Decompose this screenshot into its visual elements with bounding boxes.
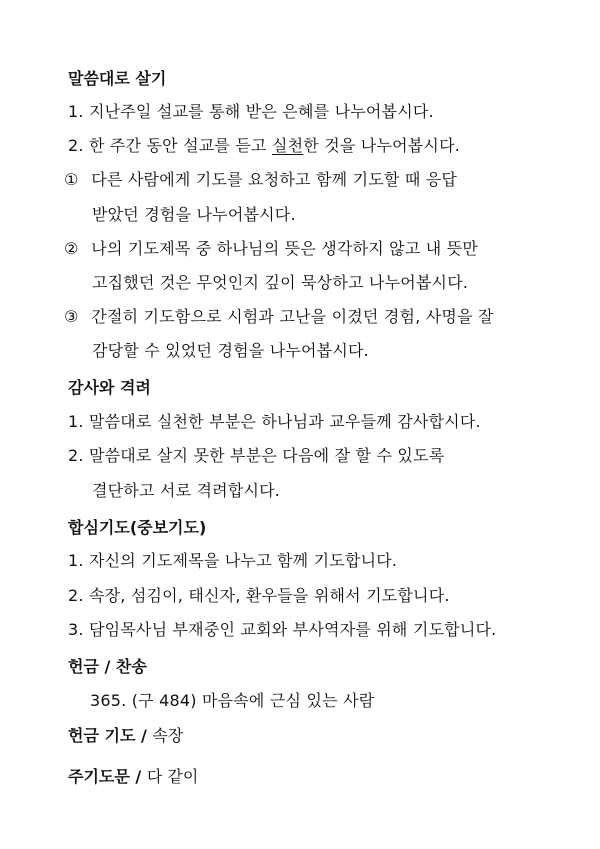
thanks-item-2-line-2: 결단하고 서로 격려합시다.	[92, 481, 281, 500]
living-word-item-2-post: 한 것을 나누어봅시다.	[303, 136, 461, 155]
prayer-item-1: 1. 자신의 기도제목을 나누고 함께 기도합니다.	[68, 551, 398, 570]
prayer-item-2: 2. 속장, 섬김이, 태신자, 환우들을 위해서 기도합니다.	[68, 586, 450, 605]
living-word-item-2-pre: 2. 한 주간 동안 설교를 듣고	[68, 136, 272, 155]
lords-prayer-title: 주기도문 /	[68, 767, 142, 786]
offering-prayer-title: 헌금 기도 /	[68, 726, 147, 745]
section-title-offering: 헌금 / 찬송	[68, 657, 147, 676]
section-title-prayer: 합심기도(중보기도)	[68, 518, 207, 537]
lords-prayer-value: 다 같이	[146, 767, 199, 786]
living-word-sub-1-line-1	[64, 167, 457, 190]
lords-prayer-line	[68, 764, 198, 787]
circled-two-marker: ②	[64, 239, 79, 258]
living-word-item-1: 1. 지난주일 설교를 통해 받은 은혜를 나누어봅시다.	[68, 102, 434, 121]
offering-prayer-value: 속장	[152, 726, 184, 745]
section-title-thanks: 감사와 격려	[68, 378, 151, 397]
living-word-item-2	[68, 133, 460, 156]
living-word-sub-3-text-1: 간절히 기도함으로 시험과 고난을 이겼던 경험, 사명을 잘	[91, 307, 494, 326]
living-word-sub-1-text-1: 다른 사람에게 기도를 요청하고 함께 기도할 때 응답	[91, 170, 458, 189]
circled-one-marker: ①	[64, 170, 79, 189]
living-word-sub-3-line-1	[64, 304, 494, 327]
thanks-item-1: 1. 말씀대로 실천한 부분은 하나님과 교우들께 감사합시다.	[68, 412, 481, 431]
living-word-sub-3-line-2: 감당할 수 있었던 경험을 나누어봅시다.	[92, 341, 369, 360]
living-word-sub-2-text-1: 나의 기도제목 중 하나님의 뜻은 생각하지 않고 내 뜻만	[91, 239, 479, 258]
circled-three-marker: ③	[64, 307, 79, 326]
thanks-item-2-line-1: 2. 말씀대로 살지 못한 부분은 다음에 잘 할 수 있도록	[68, 446, 445, 465]
offering-prayer-line	[68, 723, 183, 746]
prayer-item-3: 3. 담임목사님 부재중인 교회와 부사역자를 위해 기도합니다.	[68, 620, 497, 639]
hymn-line: 365. (구 484) 마음속에 근심 있는 사람	[90, 691, 375, 710]
living-word-sub-2-line-1	[64, 236, 478, 259]
living-word-sub-2-line-2: 고집했던 것은 무엇인지 깊이 묵상하고 나누어봅시다.	[92, 273, 469, 292]
living-word-sub-1-line-2: 받았던 경험을 나누어봅시다.	[92, 205, 296, 224]
section-title-living-word: 말씀대로 살기	[68, 69, 167, 88]
living-word-item-2-underlined: 실천	[271, 136, 304, 155]
